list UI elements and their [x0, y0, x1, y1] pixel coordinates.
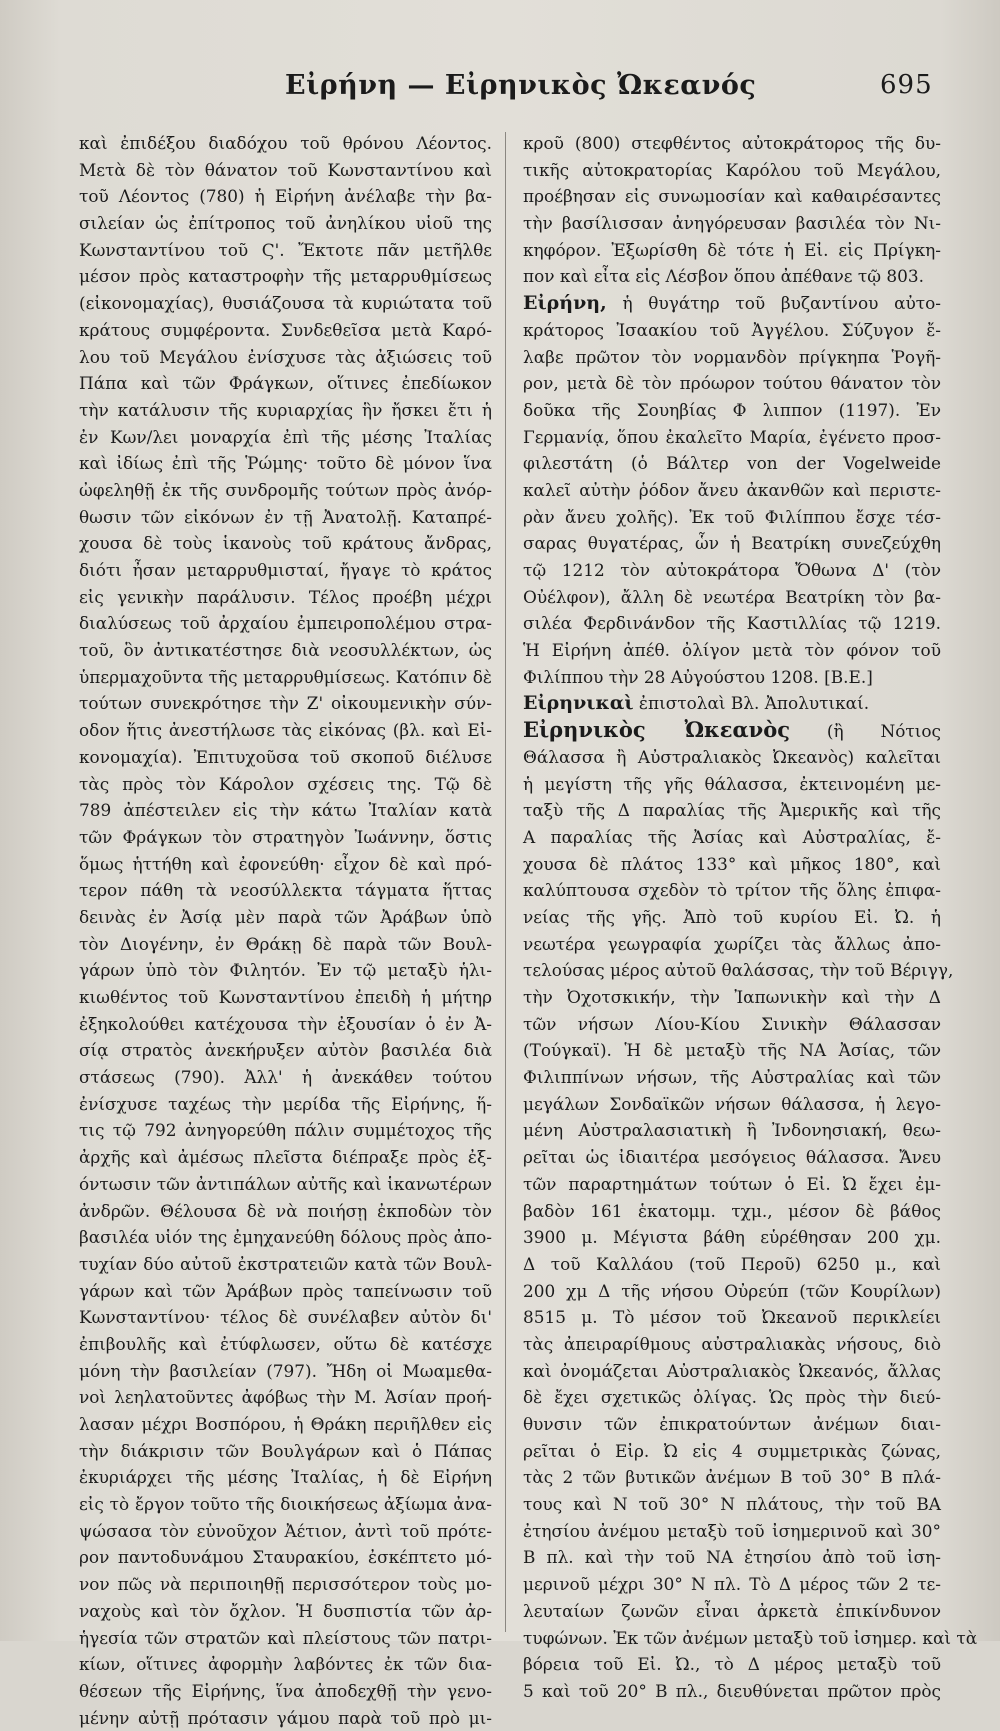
text-line [523, 1598, 941, 1625]
text-line: χουσα δὲ τοὺς ἱκανοὺς τοῦ κράτους ἄνδρας, [79, 533, 492, 554]
text-line: ἐπιβουλῆς καὶ ἐτύφλωσεν, οὕτω δὲ κατέσχε [79, 1333, 492, 1354]
text-line [523, 157, 941, 184]
text-line [523, 1304, 941, 1331]
entry-text: Α παραλίας τῆς Ἀσίας καὶ Αὐστραλίας, ἔ- [523, 826, 941, 847]
entry-text: καλεῖ αὐτὴν ῥόδον ἄνευ ἀκανθῶν καὶ περιστε- [523, 479, 941, 500]
text-line [523, 744, 941, 771]
text-line [523, 1651, 941, 1678]
text-line: ἀρχῆς καὶ ἀμέσως πλεῖστα διέπραξε πρὸς ἐξ- [79, 1147, 492, 1168]
text-line: ὑπερμαχοῦντα τῆς μεταρρυθμίσεως. Κατόπιν δὲ [79, 666, 492, 687]
entry-text: 3900 μ. Μέγιστα βάθη εὑρέθησαν 200 χμ. [523, 1227, 941, 1248]
text-line: τυχίαν δύο αὐτοῦ ἐκστρατειῶν κατὰ τῶν Βουλ- [79, 1253, 492, 1274]
text-line [523, 130, 941, 157]
entry-text: καὶ ὀνομάζεται Αὐστραλιακὸς Ὠκεανός, ἄλλας [523, 1360, 941, 1381]
entry-headword: Εἰρήνη, [523, 292, 607, 315]
entry-text: ρὰν ἄνευ χολῆς). Ἐκ τοῦ Φιλίππου ἔσχε τέσ- [523, 506, 941, 527]
text-line: διότι ἦσαν μεταρρυθμισταί, ἤγαγε τὸ κράτος [79, 560, 492, 580]
entry-text: τῶν παραρτημάτων τούτων ὁ Εἰ. Ὠ ἔχει ἐμ- [523, 1173, 941, 1194]
text-line [523, 1464, 941, 1491]
entry-text: μένη Αὐστραλασιατικὴ ἢ Ἰνδονησιακή, θεω- [523, 1120, 941, 1141]
entry-text: τὴν βασίλισσαν ἀνηγόρευσαν βασιλέα τὸν Νι- [523, 213, 941, 234]
entry-text: κράτορος Ἰσαακίου τοῦ Ἀγγέλου. Σύζυγον ἔ- [523, 319, 941, 340]
text-line [523, 1171, 941, 1198]
entry-text: σιλέα Φερδινάνδον τῆς Καστιλλίας τῷ 1219. [523, 613, 941, 634]
text-line: τοῦ, ὃν ἀντικατέστησε διὰ νεοσυλλέκτων, ὡς [79, 640, 492, 661]
entry-text: 200 χμ Δ τῆς νήσου Οὐρεύπ (τῶν Κουρίλων) [523, 1280, 941, 1301]
text-line: σίᾳ στρατὸς ἀνεκήρυξεν αὐτὸν βασιλέα διὰ [79, 1040, 492, 1061]
entry-text: μερινοῦ μέχρι 30° Ν πλ. Τὸ Δ μέρος τῶν 2 τε- [523, 1574, 941, 1595]
text-line [523, 931, 941, 958]
text-line: νον πῶς νὰ περιποιηθῇ περισσότερον τοὺς μο- [79, 1574, 492, 1595]
text-line [523, 610, 941, 637]
entry-text: Θάλασσα ἢ Αὐστραλιακὸς Ὠκεανὸς) καλεῖται [523, 746, 941, 767]
entry-text: τῶν νήσων Λίου-Κίου Σινικὴν Θάλασσαν [523, 1013, 941, 1034]
text-line [523, 317, 941, 344]
text-line [523, 797, 941, 824]
text-line [523, 1251, 941, 1278]
text-line: θέσεων τῆς Εἰρήνης, ἵνα ἀποδεχθῇ τὴν γενο- [79, 1680, 492, 1701]
entry-text: Β πλ. καὶ τὴν τοῦ ΝΑ ἐτησίου ἀπὸ τοῦ ἰση- [523, 1547, 941, 1568]
text-line: τερον πάθη τὰ νεοσύλλεκτα τάγματα ἥττας [79, 880, 492, 901]
text-line [523, 584, 941, 611]
entry-text: (ἢ Νότιος [790, 721, 941, 742]
entry-text: ρεῖται ὁ Εἰρ. Ὠ εἰς 4 συμμετρικὰς ζώνας, [523, 1440, 941, 1461]
text-line: εἰς γενικὴν παράλυσιν. Τέλος προέβη μέχρι [79, 586, 492, 607]
text-line [523, 557, 941, 584]
text-line: ρον παντοδυνάμου Σταυρακίου, ἐσκέπτετο μό- [79, 1547, 492, 1568]
text-line: βασιλέα υἱόν της ἐμηχανεύθη δόλους πρὸς ἀπο- [79, 1227, 492, 1248]
text-line: λου τοῦ Μεγάλου ἐνίσχυσε τὰς ἀξιώσεις τοῦ [79, 346, 492, 367]
text-line [523, 370, 941, 397]
entry-text: ἐτησίου ἀνέμου μεταξὺ τοῦ ἰσημερινοῦ καὶ 30° [523, 1520, 941, 1541]
text-line: Κωνσταντίνου τοῦ Ϛ'. Ἔκτοτε πᾶν μετῆλθε [79, 239, 492, 260]
entry-text: τῷ 1212 τὸν αὐτοκράτορα Ὄθωνα Δ' (τὸν [523, 560, 941, 580]
text-line: τὴν κατάλυσιν τῆς κυριαρχίας ἣν ἤσκει ἔτι ἡ [79, 399, 492, 420]
entry-text: Δ τοῦ Καλλάου (τοῦ Περοῦ) 6250 μ., καὶ [523, 1253, 941, 1274]
text-line: γάρων ὑπὸ τὸν Φιλητόν. Ἐν τῷ μεταξὺ ἡλι- [79, 960, 492, 981]
entry-text: Οὐέλφον), ἄλλη δὲ νεωτέρα Βεατρίκη τὸν βα- [523, 586, 941, 607]
text-line [523, 1198, 941, 1225]
entry-text: Φιλιππίνων νήσων, τῆς Αὐστραλίας καὶ τῶν [523, 1067, 941, 1088]
text-line [523, 1678, 941, 1705]
entry-text: νεωτέρα γεωγραφία χωρίζει τὰς ἄλλως ἀπο- [523, 933, 941, 954]
entry-headword: Εἰρηνικὸς Ὠκεανὸς [523, 717, 791, 743]
entry-text: 8515 μ. Τὸ μέσον τοῦ Ὠκεανοῦ περικλείει [523, 1307, 941, 1328]
text-line: τοῦ Λέοντος (780) ἡ Εἰρήνη ἀνέλαβε τὴν βα- [79, 186, 492, 207]
text-line: στάσεως (790). Ἀλλ' ἡ ἀνεκάθεν τούτου [79, 1067, 492, 1088]
text-line [523, 344, 941, 371]
text-line [523, 1491, 941, 1518]
text-line [523, 237, 941, 264]
text-line: Κωνσταντίνου· τέλος δὲ συνέλαβεν αὐτὸν δι' [79, 1307, 492, 1328]
text-line: τούτων συνεκρότησε τὴν Ζ' οἰκουμενικὴν σύν- [79, 693, 492, 714]
entry-text: τὰς ἀπειραρίθμους αὐστραλιακὰς νήσους, διὸ [523, 1333, 941, 1354]
text-line [523, 1064, 941, 1091]
entry-text: δοῦκα τῆς Σουηβίας Φ λιππον (1197). Ἐν [523, 399, 941, 420]
text-line [523, 210, 941, 237]
text-line [523, 504, 941, 531]
text-line [523, 1571, 941, 1598]
text-line: μόνη τὴν βασιλείαν (797). Ἤδη οἱ Μωαμεθα- [79, 1360, 492, 1381]
entry-text: τελούσας μέρος αὐτοῦ θαλάσσας, τὴν τοῦ Βέριγγ, [523, 960, 954, 981]
entry-text: σαρας θυγατέρας, ὧν ἡ Βεατρίκη συνεζεύχθη [523, 533, 941, 554]
entry-text: Φιλίππου τὴν 28 Αὐγούστου 1208. [Β.Ε.] [523, 666, 873, 687]
text-line [523, 1544, 941, 1571]
text-line [523, 851, 941, 878]
entry-text: προέβησαν εἰς συνωμοσίαν καὶ καθαιρέσαντες [523, 186, 941, 207]
text-line [523, 1037, 941, 1064]
entry-text: ἡ μεγίστη τῆς γῆς θάλασσα, ἐκτεινομένη με- [523, 773, 941, 794]
text-line [523, 771, 941, 798]
entry-text: λαβε πρῶτον τὸν νορμανδὸν πρίγκηπα Ῥογῆ- [523, 346, 941, 367]
entry-text: νείας τῆς γῆς. Ἀπὸ τοῦ κυρίου Εἰ. Ὠ. ἡ [523, 906, 941, 927]
entry-text: λευταίων ζωνῶν εἶναι ἀρκετὰ ἐπικίνδυνον [523, 1600, 941, 1621]
text-line: εἰς τὸ ἔργον τοῦτο τῆς διοικήσεως ἀξίωμα ἀνα- [79, 1494, 492, 1515]
entry-headword: Εἰρηνικαὶ [523, 692, 634, 715]
text-line [523, 984, 941, 1011]
text-line [523, 1411, 941, 1438]
text-line: (εἰκονομαχίας), θυσιάζουσα τὰ κυριώτατα τοῦ [79, 293, 492, 314]
entry-text: τὰς 2 τῶν βυτικῶν ἀνέμων Β τοῦ 30° Β πλά- [523, 1467, 941, 1488]
entry-line [523, 690, 941, 717]
text-line [523, 1011, 941, 1038]
text-line: κίων, οἵτινες ἀφορμὴν λαβόντες ἐκ τῶν δια- [79, 1654, 492, 1675]
text-line: λασαν μέχρι Βοσπόρου, ἡ Θράκη περιῆλθεν εἰς [79, 1414, 492, 1434]
text-line: καὶ ἐπιδέξου διαδόχου τοῦ θρόνου Λέοντος. [79, 133, 492, 153]
text-line: ἡγεσία τῶν στρατῶν καὶ πλείστους τῶν πατρι- [79, 1627, 492, 1648]
text-line [523, 477, 941, 504]
text-line [523, 1144, 941, 1171]
text-line [523, 1278, 941, 1305]
text-line: Πάπα καὶ τῶν Φράγκων, οἵτινες ἐπεδίωκον [79, 373, 492, 394]
text-line: ψώσασα τὸν εὐνοῦχον Ἀέτιον, ἀντὶ τοῦ πρότε- [79, 1520, 492, 1541]
text-line: ἐνίσχυσε ταχέως τὴν μερίδα τῆς Εἰρήνης, ἥ- [79, 1093, 492, 1114]
text-line [523, 1518, 941, 1545]
entry-text: δὲ ἔχει σχετικῶς ὀλίγας. Ὡς πρὸς τὴν διεύ- [523, 1387, 941, 1408]
text-line: δεινὰς ἐν Ἀσίᾳ μὲν παρὰ τῶν Ἀράβων ὑπὸ [79, 906, 492, 927]
text-line [523, 450, 941, 477]
text-line: τὸν Διογένην, ἐν Θράκῃ δὲ παρὰ τῶν Βουλ- [79, 933, 492, 954]
text-line: κράτους συμφέροντα. Συνδεθεῖσα μετὰ Καρό- [79, 319, 492, 340]
text-line: ὅμως ἡττήθη καὶ ἐφονεύθη· εἶχον δὲ καὶ πρό- [79, 853, 492, 874]
entry-text: (Τούγκαϊ). Ἡ δὲ μεταξὺ τῆς ΝΑ Ἀσίας, τῶν [523, 1040, 941, 1061]
text-line: τὰς πρὸς τὸν Κάρολον σχέσεις της. Τῷ δὲ [79, 773, 492, 794]
entry-text: μεγάλων Σονδαϊκῶν νήσων θάλασσα, ἡ λεγο- [523, 1093, 941, 1114]
text-line [523, 957, 954, 984]
text-line [523, 904, 941, 931]
text-line: κιωθέντος τοῦ Κωνσταντίνου ἐπειδὴ ἡ μήτηρ [79, 987, 492, 1007]
text-line [523, 263, 941, 290]
entry-text: ἡ θυγάτηρ τοῦ βυζαντίνου αὐτο- [606, 293, 941, 314]
entry-text: τικῆς αὐτοκρατορίας Καρόλου τοῦ Μεγάλου, [523, 159, 941, 180]
entry-text: τὴν Ὀχοτσκικήν, τὴν Ἰαπωνικὴν καὶ τὴν Δ [523, 987, 941, 1007]
text-line [523, 1331, 941, 1358]
text-line: σιλείαν ὡς ἐπίτροπος τοῦ ἀνηλίκου υἱοῦ της [79, 213, 492, 234]
entry-text: φιλεστάτη (ὁ Βάλτερ von der Vogelweide [523, 453, 941, 474]
page-number: 695 [880, 70, 933, 100]
text-line [523, 1224, 941, 1251]
text-line: κονομαχία). Ἐπιτυχοῦσα τοῦ σκοποῦ διέλυσε [79, 746, 492, 767]
text-line [523, 1358, 941, 1385]
text-line: καὶ ἰδίως ἐπὶ τῆς Ῥώμης· τοῦτο δὲ μόνον ἵνα [79, 453, 492, 474]
page-header [0, 62, 1000, 102]
entry-text: κηφόρον. Ἐξωρίσθη δὲ τότε ἡ Εἰ. εἰς Πρίγκη- [523, 239, 941, 260]
left-column [79, 130, 492, 1731]
text-line: τις τῷ 792 ἀνηγορεύθη πάλιν συμμέτοχος τῆς [79, 1120, 492, 1141]
text-line: νοὶ λεηλατοῦντες ἀφόβως τὴν Μ. Ἀσίαν προή- [79, 1387, 492, 1408]
text-line: ἐκυριάρχει τῆς μέσης Ἰταλίας, ἡ δὲ Εἰρήνη [79, 1467, 492, 1488]
text-line [523, 824, 941, 851]
text-line: ἐν Κων/λει μοναρχία ἐπὶ τῆς μέσης Ἰταλίας [79, 426, 492, 447]
text-line: γάρων καὶ τῶν Ἀράβων πρὸς ταπείνωσιν τοῦ [79, 1280, 492, 1301]
text-line: θωσιν τῶν εἰκόνων ἐν τῇ Ἀνατολῇ. Καταπρέ- [79, 506, 492, 527]
entry-text: τους καὶ Ν τοῦ 30° Ν πλάτους, τὴν τοῦ ΒΑ [523, 1494, 941, 1515]
text-line: τὴν διάκρισιν τῶν Βουλγάρων καὶ ὁ Πάπας [79, 1440, 492, 1461]
text-line [523, 1625, 978, 1652]
text-line [523, 637, 941, 664]
entry-text: βόρεια τοῦ Εἰ. Ὠ., τὸ Δ μέρος μεταξὺ τοῦ [523, 1654, 941, 1675]
text-line: οδον ἥτις ἀνεστήλωσε τὰς εἰκόνας (βλ. καὶ Εἰ- [79, 720, 492, 741]
text-line: τῶν Φράγκων τὸν στρατηγὸν Ἰωάννην, ὅστις [79, 826, 492, 847]
entry-text: πον καὶ εἶτα εἰς Λέσβον ὅπου ἀπέθανε τῷ 803. [523, 266, 924, 287]
entry-text: ταξὺ τῆς Δ παραλίας τῆς Ἀμερικῆς καὶ τῆς [523, 800, 941, 821]
text-line [523, 1438, 941, 1465]
entry-line [523, 290, 941, 317]
text-line: ναχοὺς καὶ τὸν ὄχλον. Ἡ δυσπιστία τῶν ἀρ- [79, 1600, 492, 1621]
text-line [523, 1384, 941, 1411]
text-line: όντωσιν τῶν ἀντιπάλων αὐτῆς καὶ ἱκανωτέρων [79, 1173, 492, 1194]
text-line: 789 ἀπέστειλεν εἰς τὴν κάτω Ἰταλίαν κατὰ [79, 800, 492, 821]
entry-text: Ἡ Εἰρήνη ἀπέθ. ὀλίγον μετὰ τὸν φόνον τοῦ [523, 640, 941, 661]
text-line [523, 183, 941, 210]
entry-text: καλύπτουσα σχεδὸν τὸ τρίτον τῆς ὅλης ἐπιφα- [523, 880, 941, 901]
entry-text: κροῦ (800) στεφθέντος αὐτοκράτορος τῆς δυ- [523, 133, 941, 153]
text-line [523, 530, 941, 557]
entry-text: ρον, μετὰ δὲ τὸν πρόωρον τούτου θάνατον τὸν [523, 373, 941, 394]
text-line: μέσον πρὸς καταστροφὴν τῆς μεταρρυθμίσεως [79, 266, 492, 287]
text-line: ἐξηκολούθει κατέχουσα τὴν ἐξουσίαν ὁ ἐν Ἀ- [79, 1013, 492, 1034]
running-head: Εἰρήνη — Εἰρηνικὸς Ὠκεανός [285, 70, 757, 101]
entry-text: ρεῖται ὡς ἰδιαιτέρα μεσόγειος θάλασσα. Ἄνευ [523, 1147, 941, 1168]
text-line [523, 397, 941, 424]
entry-text: 5 καὶ τοῦ 20° Β πλ., διευθύνεται πρῶτον πρὸς [523, 1680, 941, 1701]
entry-text: θυνσιν τῶν ἐπικρατούντων ἀνέμων διαι- [523, 1414, 941, 1434]
text-line: διαλύσεως τοῦ ἀρχαίου ἐμπειροπολέμου στρα- [79, 613, 492, 634]
text-line [523, 424, 941, 451]
text-line: ὠφεληθῇ ἐκ τῆς συνδρομῆς τούτων πρὸς ἀνόρ- [79, 479, 492, 500]
entry-text: βαδὸν 161 ἑκατομμ. τχμ., μέσον δὲ βάθος [523, 1200, 941, 1221]
text-line [523, 664, 941, 691]
right-column [523, 130, 978, 1705]
entry-line [523, 717, 941, 744]
text-line [523, 1091, 941, 1118]
entry-text: Γερμανίᾳ, ὅπου ἐκαλεῖτο Μαρία, ἐγένετο προσ- [523, 426, 941, 447]
text-line [523, 877, 941, 904]
text-line: μένην αὐτῇ πρότασιν γάμου παρὰ τοῦ πρὸ μι- [79, 1707, 492, 1728]
text-line: ἀνδρῶν. Θέλουσα δὲ νὰ ποιήσῃ ἐκποδὼν τὸν [79, 1200, 492, 1221]
text-line [523, 1117, 941, 1144]
entry-text: χουσα δὲ πλάτος 133° καὶ μῆκος 180°, καὶ [523, 853, 941, 874]
text-line: Μετὰ δὲ τὸν θάνατον τοῦ Κωνσταντίνου καὶ [79, 159, 492, 180]
entry-text: τυφώνων. Ἐκ τῶν ἀνέμων μεταξὺ τοῦ ἰσημερ. καὶ τὰ [523, 1627, 978, 1648]
entry-text: ἐπιστολαὶ Βλ. Ἀπολυτικαί. [633, 693, 870, 714]
column-divider [505, 132, 506, 1632]
